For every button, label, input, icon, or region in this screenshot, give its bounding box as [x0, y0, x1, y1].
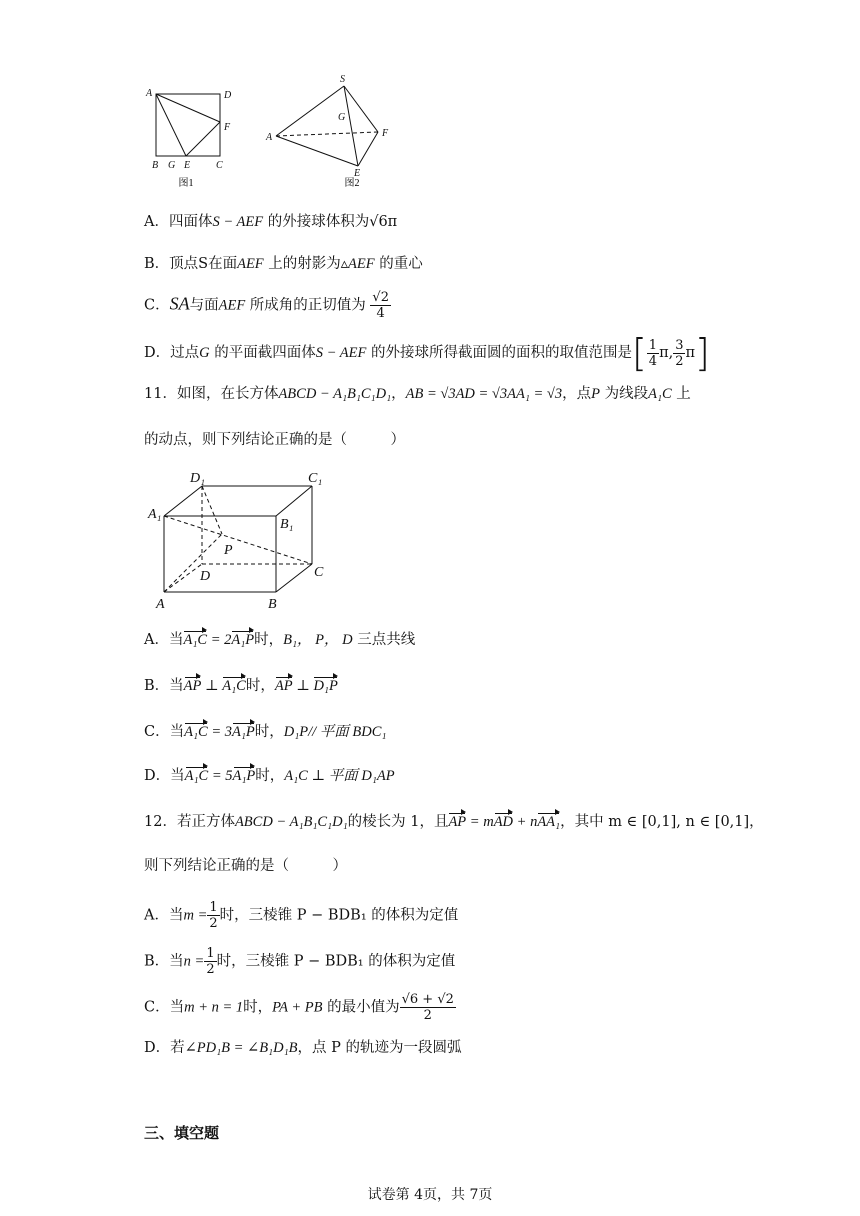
figure-1 [156, 94, 220, 156]
fig1-label-b: B [152, 160, 159, 171]
fig2-label-g: G [338, 112, 346, 123]
q12-stem-line1: 12．若正方体ABCD − A₁B₁C₁D₁的棱长为 1，且AP = mAD + nAA₁，其中 m ∈ [0,1], n ∈ [0,1]， [144, 814, 764, 830]
section-heading: 三、填空题 [144, 1124, 220, 1142]
q11-option-b: B．当AP ⊥ A₁C时，AP ⊥ D₁P [144, 678, 338, 694]
q10-option-b: B．顶点S在面AEF 上的射影为▵AEF 的重心 [144, 256, 423, 272]
cuboid-label-p: P [224, 543, 233, 558]
figure-2-caption: 图2 [344, 178, 360, 189]
cuboid-label-b: B [268, 597, 277, 612]
fig2-label-f: F [382, 128, 389, 139]
cuboid-label-d: D [200, 569, 211, 584]
page-footer: 试卷第 4页，共 7页 [367, 1187, 493, 1203]
q10-option-d: D．过点G 的平面截四面体S − AEF 的外接球所得截面圆的面积的取值范围是[ $\frac{1}{4}$ π, $\frac{3}{2}$ π] [144, 331, 710, 375]
q11-option-a: A．当A₁C = 2A₁P时，B₁， P， D 三点共线 [144, 632, 416, 648]
cuboid-label-a1: A₁ [148, 507, 162, 522]
q12-option-b: B．当n = $\frac{1}{2}$ 时，三棱锥 P − BDB₁ 的体积为定值 [144, 946, 456, 977]
q11-option-c: C．当A₁C = 3A₁P时，D₁P// 平面 BDC₁ [144, 724, 387, 740]
q10-option-c: C．SA与面AEF 所成角的正切值为 $\frac{√2}{4}$ [144, 290, 389, 321]
q11-stem-line2: 的动点，则下列结论正确的是（ ） [144, 432, 405, 448]
fig2-label-e: E [354, 168, 361, 179]
figure-1-caption: 图1 [178, 178, 194, 189]
fig2-label-s: S [340, 74, 345, 85]
cuboid-label-b1: B₁ [280, 517, 294, 532]
fig1-label-a: A [146, 88, 153, 99]
q11-stem-line1: 11．如图，在长方体ABCD − A₁B₁C₁D₁，AB = √3AD = √3AA₁ = √3，点P 为线段A₁C 上 [144, 386, 691, 402]
fraction: $\frac{√2}{4}$ [372, 290, 389, 321]
figure-1-2 [140, 72, 400, 194]
fig1-label-f: F [224, 122, 231, 133]
q12-option-c: C．当m + n = 1时，PA + PB 的最小值为 $\frac{√6 + √2}{2}$ [144, 992, 454, 1023]
q11-option-d: D．当A₁C = 5A₁P时，A₁C ⊥ 平面 D₁AP [144, 768, 395, 784]
q10-option-a: A．四面体S − AEF 的外接球体积为√6π [144, 214, 398, 230]
figure-2 [276, 86, 378, 166]
cuboid-label-a: A [156, 597, 165, 612]
fig1-label-e: E [184, 160, 191, 171]
cuboid-label-c: C [314, 565, 324, 580]
fig1-label-c: C [216, 160, 223, 171]
q11-cuboid-figure [146, 468, 336, 614]
q12-stem-line2: 则下列结论正确的是（ ） [144, 858, 347, 874]
q12-option-a: A．当m = $\frac{1}{2}$ 时，三棱锥 P − BDB₁ 的体积为定值 [144, 900, 459, 931]
cuboid-label-d1: D₁ [190, 471, 205, 486]
fig1-label-d: D [224, 90, 232, 101]
cuboid-label-c1: C₁ [308, 471, 323, 486]
q12-option-d: D．若∠PD₁B = ∠B₁D₁B，点 P 的轨迹为一段圆弧 [144, 1040, 462, 1056]
fig2-label-a: A [266, 132, 273, 143]
fig1-label-g: G [168, 160, 176, 171]
